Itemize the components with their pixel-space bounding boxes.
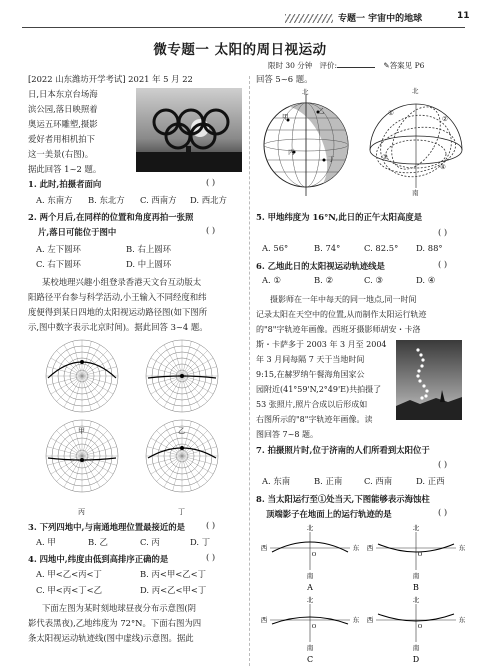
intro1-line-6: 这一美景(右图)。 — [28, 149, 94, 159]
shadow-label-east: 东 — [352, 616, 360, 624]
q1-option-d[interactable]: D. 西北方 — [190, 195, 227, 205]
sun-marker — [80, 360, 84, 364]
q6-option-a[interactable]: A. ① — [262, 275, 281, 285]
time-limit: 限时 30 分钟 — [268, 61, 313, 70]
page-title: 微专题一 太阳的周日视运动 — [153, 42, 327, 58]
shadow-label-east: 东 — [352, 544, 360, 552]
globe-label-north: 北 — [302, 88, 309, 96]
q3-option-c[interactable]: C. 丙 — [140, 537, 160, 547]
intro4-line-5: 年 3 月间每隔 7 天于当地时间 — [256, 355, 365, 364]
q1-answer-paren[interactable]: ( ) — [206, 177, 216, 187]
q8-answer-paren[interactable]: ( ) — [438, 507, 448, 517]
intro1-line-1: [2022 山东潍坊开学考试] 2021 年 5 月 22 — [28, 74, 193, 84]
header-rule — [22, 27, 465, 28]
q2-option-d[interactable]: D. 中上圆环 — [126, 259, 172, 269]
intro1-line-7: 据此回答 1~2 题。 — [28, 164, 102, 174]
shadow-label-north: 北 — [412, 596, 420, 604]
q5-option-d[interactable]: D. 88° — [416, 243, 443, 253]
diagram-label-yi: 乙 — [178, 427, 185, 435]
q1-text: 1. 此时,拍摄者面向 — [28, 179, 102, 189]
q4-option-d[interactable]: D. 丙<乙<甲<丁 — [140, 585, 207, 595]
earth-day-night-diagram — [258, 90, 354, 200]
analemma-photo — [396, 340, 462, 420]
track-label-1: ① — [388, 109, 394, 117]
intro3-line-1: 下面左图为某时刻地球昼夜分布示意图(阴 — [42, 603, 197, 613]
q2-text-line-1: 2. 两个月后,在同样的位置和角度再拍一张照 — [28, 212, 194, 222]
intro1-line-3: 滨公园,落日映照着 — [28, 104, 98, 114]
sun-marker — [180, 446, 184, 450]
shadow-label-north: 北 — [412, 524, 420, 532]
shadow-label-south: 南 — [306, 572, 314, 580]
pencil-icon: ✎ — [383, 61, 390, 70]
q8-text-line-1: 8. 当太阳运行至①处当天,下图能够表示海蚀柱 — [256, 494, 430, 504]
q6-option-b[interactable]: B. ② — [314, 275, 333, 285]
header-decoration — [285, 14, 333, 23]
globe-label-yi: 乙 — [318, 107, 325, 115]
q6-text: 6. 乙地此日的太阳视运动轨迹线是 — [256, 261, 385, 271]
intro1-line-4: 奥运五环雕塑,摄影 — [28, 119, 98, 129]
intro2-line-2: 阳路径平台参与科学活动,小王输入不同经度和纬 — [28, 292, 207, 302]
q6-option-c[interactable]: C. ③ — [364, 275, 383, 285]
q3-option-b[interactable]: B. 乙 — [88, 537, 108, 547]
track-label-south: 南 — [412, 189, 419, 197]
q5-option-c[interactable]: C. 82.5° — [364, 243, 399, 253]
q5-answer-paren[interactable]: ( ) — [438, 227, 448, 237]
q1-option-a[interactable]: A. 东南方 — [36, 195, 73, 205]
intro4-line-4: 斯・卡萨多于 2003 年 3 月至 2004 — [256, 340, 387, 349]
q3-option-a[interactable]: A. 甲 — [36, 537, 56, 547]
q7-option-b[interactable]: B. 正南 — [314, 476, 343, 486]
shadow-label-east: 东 — [458, 616, 466, 624]
q6-answer-paren[interactable]: ( ) — [438, 259, 448, 269]
intro2-line-1: 某校地理兴趣小组登录香港天文台互动版太 — [42, 277, 202, 287]
shadow-track-diagrams — [256, 522, 468, 666]
evaluation-blank — [337, 67, 375, 68]
shadow-label-west: 西 — [260, 544, 268, 552]
shadow-label-origin: O — [311, 624, 317, 630]
shadow-option-label: D — [412, 655, 420, 664]
intro4-line-2: 记录太阳在天空中的位置,从而制作太阳运行轨迹 — [256, 310, 427, 319]
q4-text: 4. 四地中,纬度由低到高排序正确的是 — [28, 554, 169, 564]
q3-option-d[interactable]: D. 丁 — [190, 537, 211, 547]
column-divider — [249, 76, 250, 666]
globe-label-ding: 丁 — [328, 155, 335, 163]
q7-option-a[interactable]: A. 东南 — [262, 476, 291, 486]
intro2-line-4: 示,图中数字表示北京时间)。据此回答 3~4 题。 — [28, 322, 208, 332]
sun-track-diagram — [366, 88, 466, 200]
q1-option-c[interactable]: C. 西南方 — [140, 195, 177, 205]
q8-text-line-2: 顶端影子在地面上的运行轨迹的是 — [266, 509, 392, 519]
globe-label-bing: 丙 — [288, 148, 295, 156]
q3-text: 3. 下列四地中,与南通地理位置最接近的是 — [28, 522, 185, 532]
shadow-label-south: 南 — [412, 644, 420, 652]
q1-option-b[interactable]: B. 东北方 — [88, 195, 125, 205]
intro4-line-3: 的"8"字轨迹年画像。西班牙摄影师胡安・卡洛 — [256, 325, 421, 334]
q3-answer-paren[interactable]: ( ) — [206, 520, 216, 530]
q4-option-a[interactable]: A. 甲<乙<丙<丁 — [36, 569, 102, 579]
shadow-label-south: 南 — [306, 644, 314, 652]
q7-text: 7. 拍摄照片时,位于济南的人们所看到太阳位于 — [256, 445, 430, 455]
answer-ref: 答案见 P6 — [389, 61, 425, 70]
page-number: 11 — [457, 11, 470, 21]
q6-option-d[interactable]: D. ④ — [416, 275, 436, 285]
diagram-label-ding: 丁 — [178, 508, 185, 516]
q5-option-b[interactable]: B. 74° — [314, 243, 341, 253]
q2-option-c[interactable]: C. 右下圆环 — [36, 259, 81, 269]
track-label-4: ④ — [440, 163, 446, 171]
sun-path-diagrams — [40, 336, 240, 516]
shadow-label-west: 西 — [366, 544, 374, 552]
track-label-2: ② — [442, 115, 448, 123]
intro1-line-5: 爱好者用相机拍下 — [28, 134, 95, 144]
q4-option-b[interactable]: B. 丙<甲<乙<丁 — [140, 569, 207, 579]
shadow-label-south: 南 — [412, 572, 420, 580]
intro1-line-2: 日,日本东京台场海 — [28, 89, 98, 99]
shadow-diagram — [367, 523, 466, 592]
intro4-line-7: 园附近(41°59'N,2°49'E)共拍摄了 — [256, 385, 382, 394]
q7-option-d[interactable]: D. 正西 — [416, 476, 445, 486]
shadow-diagram — [367, 595, 466, 664]
shadow-diagram — [261, 595, 360, 664]
intro4-line-9: 右图所示的"8"字轨迹年画像。读 — [256, 415, 373, 424]
q4-answer-paren[interactable]: ( ) — [206, 552, 216, 562]
shadow-diagram — [261, 523, 360, 592]
shadow-label-origin: O — [417, 552, 423, 558]
q7-option-c[interactable]: C. 西南 — [364, 476, 393, 486]
shadow-label-origin: O — [311, 552, 317, 558]
intro2-line-3: 度便得到某日四地的太阳视运动路径图(如下图所 — [28, 307, 208, 317]
meta-line — [268, 60, 424, 71]
diagram-label-jia: 甲 — [78, 427, 85, 435]
q5-text: 5. 甲地纬度为 16°N,此日的正午太阳高度是 — [256, 212, 423, 222]
q7-answer-paren[interactable]: ( ) — [438, 459, 448, 469]
track-label-3: ③ — [382, 153, 388, 161]
diagram-label-bing: 丙 — [78, 508, 85, 516]
shadow-label-north: 北 — [306, 596, 314, 604]
q5-option-a[interactable]: A. 56° — [262, 243, 289, 253]
shadow-label-north: 北 — [306, 524, 314, 532]
q2-option-a[interactable]: A. 左下圆环 — [36, 244, 81, 254]
q4-option-c[interactable]: C. 甲<丙<丁<乙 — [36, 585, 102, 595]
q2-text-line-2: 片,落日可能位于图中 — [38, 227, 117, 237]
sun-marker — [80, 458, 84, 462]
intro4-line-8: 53 张照片,照片合成以后形成如 — [256, 400, 368, 409]
intro3-line-2: 影代表黑夜),乙地纬度为 72°N。下面右图为四 — [28, 618, 202, 628]
shadow-option-label: A — [307, 583, 313, 592]
q2-answer-paren[interactable]: ( ) — [206, 225, 216, 235]
intro4-line-6: 9:15,在赫罗纳午餐海角国家公 — [256, 370, 365, 379]
shadow-label-origin: O — [417, 624, 423, 630]
shadow-label-west: 西 — [260, 616, 268, 624]
globe-label-jia: 甲 — [282, 113, 289, 121]
shadow-option-label: B — [413, 583, 419, 592]
shadow-label-west: 西 — [366, 616, 374, 624]
intro4-line-1: 摄影师在一年中每天的同一地点,同一时间 — [270, 295, 417, 304]
evaluation-label: 评价: — [319, 61, 337, 70]
intro3-tail: 回答 5~6 题。 — [256, 74, 313, 84]
sun-path-plot — [146, 340, 218, 412]
olympic-rings-photo — [136, 88, 242, 172]
track-label-north: 北 — [412, 87, 419, 95]
header-section: 专题一 宇宙中的地球 — [338, 14, 423, 24]
sun-marker — [180, 374, 184, 378]
sun-path-plot — [46, 340, 118, 412]
q2-option-b[interactable]: B. 右上圆环 — [126, 244, 171, 254]
shadow-label-east: 东 — [458, 544, 466, 552]
intro3-line-3: 条太阳视运动轨迹线(图中虚线)示意图。据此 — [28, 633, 194, 643]
shadow-option-label: C — [306, 655, 314, 664]
intro4-line-10: 图回答 7~8 题。 — [256, 430, 318, 439]
